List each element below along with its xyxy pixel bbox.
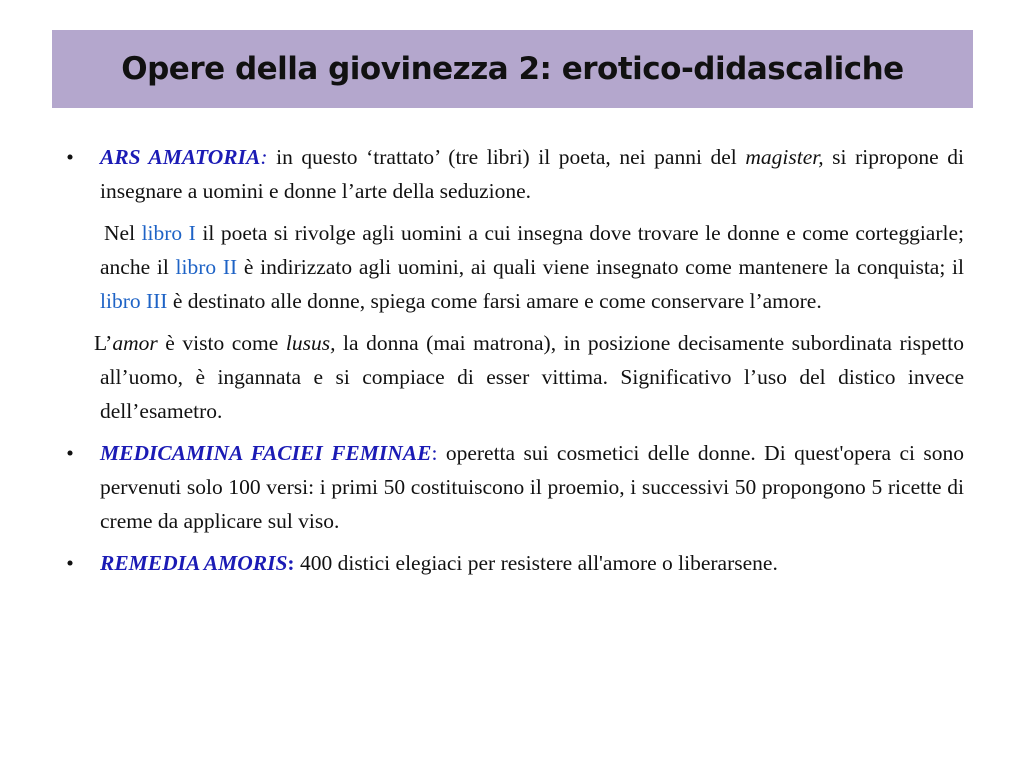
text: è visto come — [157, 331, 286, 355]
paragraph-amor — [60, 326, 964, 428]
term-lusus: lusus, — [285, 331, 336, 355]
ref-libro-3: libro III — [100, 289, 168, 313]
text: in questo ‘trattato’ (tre libri) il poeta, nei panni del — [267, 145, 746, 169]
text: si ripropone di insegnare a uomini e donne l’arte della seduzione. — [100, 145, 964, 203]
slide-title: Opere della giovinezza 2: erotico-didascaliche — [121, 51, 904, 87]
text: è indirizzato agli uomini, ai quali viene insegnato come mantenere la conquista; il — [237, 255, 964, 279]
term-magister: magister, — [745, 145, 824, 169]
keyword-colon: : — [260, 145, 268, 169]
text: Nel — [104, 221, 142, 245]
text: è destinato alle donne, spiega come farsi amare e come conservare l’amore. — [167, 289, 822, 313]
ref-libro-1: libro I — [141, 221, 196, 245]
ref-libro-2: libro II — [175, 255, 238, 279]
text: la donna (mai matrona), in posizione decisamente subordinata rispetto all’uomo, è ingannata e si compiace di esser vittima. Significativo l’uso del distico invece dell’esametro. — [100, 331, 965, 423]
keyword-colon: : — [287, 551, 295, 575]
text: operetta sui cosmetici delle donne. Di quest'opera ci sono pervenuti solo 100 versi: i primi 50 costituiscono il proemio, i successivi 50 propongono 5 ricette di creme da applicare sul viso. — [100, 441, 964, 533]
paragraph-libri — [60, 216, 964, 318]
bullet-medicamina — [60, 436, 964, 538]
keyword-colon: : — [431, 441, 438, 465]
text: il poeta si rivolge agli uomini a cui insegna dove trovare le donne e come corteggiarle; anche il — [100, 221, 964, 279]
text: L’ — [94, 331, 113, 355]
keyword-ars-amatoria: ARS AMATORIA — [100, 145, 261, 169]
title-bar — [52, 30, 973, 108]
bullet-icon: • — [66, 441, 74, 465]
text: 400 distici elegiaci per resistere all'amore o liberarsene. — [294, 551, 778, 575]
bullet-icon: • — [66, 551, 74, 575]
bullet-ars-amatoria — [60, 140, 964, 208]
bullet-remedia — [60, 546, 964, 580]
keyword-medicamina: MEDICAMINA FACIEI FEMINAE — [100, 441, 432, 465]
keyword-remedia: REMEDIA AMORIS — [100, 551, 288, 575]
slide-content — [60, 140, 964, 588]
bullet-icon: • — [66, 145, 74, 169]
term-amor: amor — [112, 331, 158, 355]
